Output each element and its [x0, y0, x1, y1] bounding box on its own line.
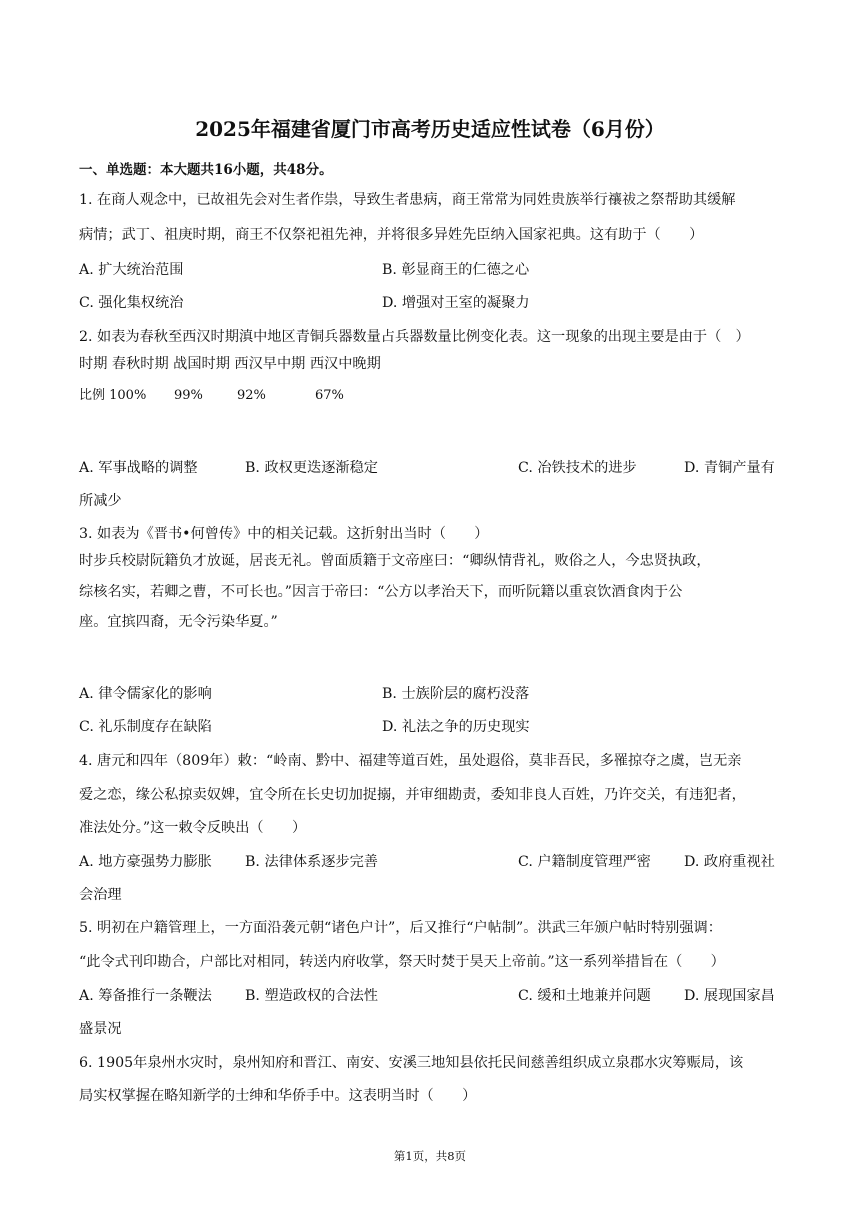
- question-1-line-1: 1. 在商人观念中，已故祖先会对生者作祟，导致生者患病，商王常常为同姓贵族举行禳祓之祭帮助其缓解: [79, 192, 736, 208]
- q1-option-c: C. 强化集权统治: [79, 295, 184, 311]
- q4-option-b: B. 法律体系逐步完善: [245, 854, 378, 870]
- q5-option-d-continued: 盛景况: [79, 1021, 122, 1037]
- question-3-line-1: 3. 如表为《晋书•何曾传》中的相关记载。这折射出当时（ ）: [79, 526, 489, 542]
- q3-option-c: C. 礼乐制度存在缺陷: [79, 719, 212, 735]
- q4-option-d-continued: 会治理: [79, 887, 122, 903]
- section-heading: 一、单选题：本大题共16小题，共48分。: [79, 162, 333, 178]
- q2-option-c: C. 冶铁技术的进步: [518, 460, 637, 476]
- q2-option-b: B. 政权更迭逐渐稳定: [245, 460, 378, 476]
- q3-option-b: B. 士族阶层的腐朽没落: [382, 686, 530, 702]
- q3-quote-line-3: 座。宜摈四裔，无令污染华夏。”: [79, 614, 278, 630]
- question-5-line-2: “此令式刊印勘合，户部比对相同，转送内府收掌，祭天时焚于昊天上帝前。”这一系列举措旨在（ ）: [79, 954, 725, 970]
- q4-option-a: A. 地方豪强势力膨胀: [79, 854, 212, 870]
- q5-option-a: A. 筹备推行一条鞭法: [79, 988, 212, 1004]
- question-2-line-1: 2. 如表为春秋至西汉时期滇中地区青铜兵器数量占兵器数量比例变化表。这一现象的出现主要是由于（ ）: [79, 329, 750, 345]
- q2-table-row-label: 比例 100%: [79, 388, 147, 403]
- q1-option-b: B. 彰显商王的仁德之心: [382, 262, 530, 278]
- q3-option-a: A. 律令儒家化的影响: [79, 686, 212, 702]
- q2-option-d-continued: 所减少: [79, 493, 122, 509]
- q2-table-value: 67%: [315, 388, 344, 403]
- question-4-line-3: 准法处分。”这一敕令反映出（ ）: [79, 820, 307, 836]
- q4-option-c: C. 户籍制度管理严密: [518, 854, 651, 870]
- q2-option-d: D. 青铜产量有: [684, 460, 775, 476]
- q4-option-d: D. 政府重视社: [684, 854, 775, 870]
- q3-quote-line-1: 时步兵校尉阮籍负才放诞，居丧无礼。曾面质籍于文帝座曰：“卿纵情背礼，败俗之人，今忠贤执政，: [79, 553, 711, 569]
- question-1-line-2: 病情；武丁、祖庚时期，商王不仅祭祀祖先神，并将很多异姓先臣纳入国家祀典。这有助于（ ）: [79, 227, 704, 243]
- q5-option-d: D. 展现国家昌: [684, 988, 775, 1004]
- q5-option-c: C. 缓和土地兼并问题: [518, 988, 651, 1004]
- q2-table-value: 99%: [174, 388, 203, 403]
- q2-option-a: A. 军事战略的调整: [79, 460, 198, 476]
- q3-option-d: D. 礼法之争的历史现实: [382, 719, 530, 735]
- question-5-line-1: 5. 明初在户籍管理上，一方面沿袭元朝“诸色户计”，后又推行“户帖制”。洪武三年颁户帖时特别强调：: [79, 920, 722, 936]
- q1-option-d: D. 增强对王室的凝聚力: [382, 295, 530, 311]
- question-6-line-1: 6. 1905年泉州水灾时，泉州知府和晋江、南安、安溪三地知县依托民间慈善组织成立泉郡水灾筹赈局，该: [79, 1055, 744, 1071]
- q2-table-value: 92%: [237, 388, 266, 403]
- q1-option-a: A. 扩大统治范围: [79, 262, 184, 278]
- q5-option-b: B. 塑造政权的合法性: [245, 988, 378, 1004]
- question-4-line-2: 爱之恋，缘公私掠卖奴婢，宜令所在长史切加捉搦，并审细勘责，委知非良人百姓，乃许交关，有违犯者，: [79, 787, 746, 803]
- page-footer: 第1页，共8页: [393, 1149, 467, 1163]
- q3-quote-line-2: 综核名实，若卿之曹，不可长也。”因言于帝曰：“公方以孝治天下，而听阮籍以重哀饮酒食肉于公: [79, 584, 683, 600]
- question-4-line-1: 4. 唐元和四年（809年）敕：“岭南、黔中、福建等道百姓，虽处遐俗，莫非吾民，多罹掠夺之虞，岂无亲: [79, 753, 742, 769]
- page-title: 2025年福建省厦门市高考历史适应性试卷（6月份）: [195, 117, 665, 141]
- question-6-line-2: 局实权掌握在略知新学的士绅和华侨手中。这表明当时（ ）: [79, 1088, 477, 1104]
- q2-table-header: 时期 春秋时期 战国时期 西汉早中期 西汉中晚期: [79, 356, 381, 372]
